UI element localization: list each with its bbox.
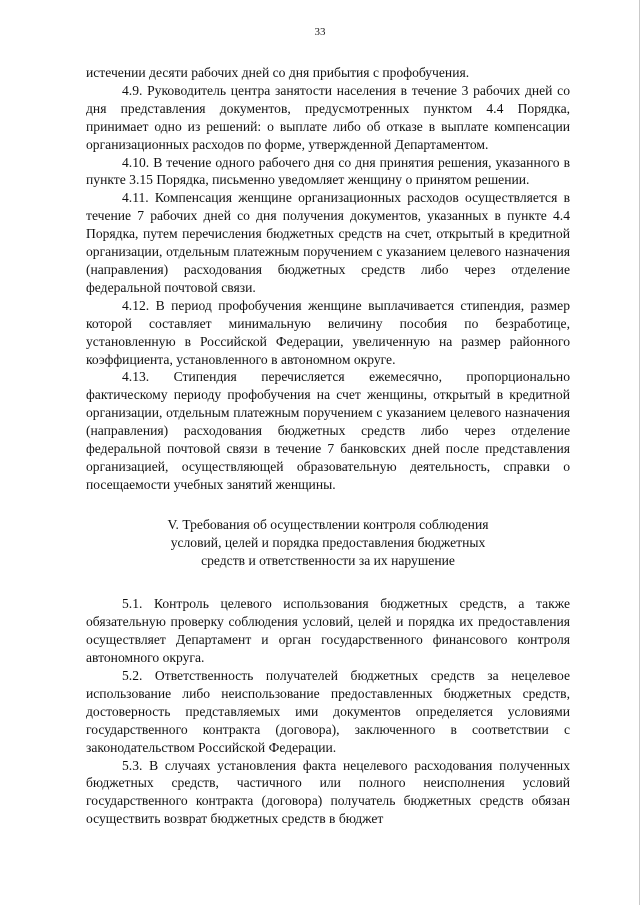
section-heading-line: V. Требования об осуществлении контроля соблюдения — [167, 516, 489, 532]
paragraph-5-3: 5.3. В случаях установления факта нецелевого расходования полученных бюджетных средств, частичного или полного неисполнения условий государственного контракта (договора) получатель бюджетных средств обязан осуществить возврат бюджетных средств в бюджет — [86, 757, 570, 827]
paragraph-4-9: 4.9. Руководитель центра занятости населения в течение 3 рабочих дней со дня представления документов, предусмотренных пунктом 4.4 Порядка, принимает одно из решений: о выплате либо об отказе в выплате компенсации организационных расходов по форме, утвержденной Департаментом. — [86, 82, 570, 152]
page-number: 33 — [314, 26, 326, 38]
section-heading — [86, 516, 570, 571]
document-body — [86, 64, 570, 828]
paragraph-4-11: 4.11. Компенсация женщине организационных расходов осуществляется в течение 7 рабочих дней со дня получения документов, указанных в пункте 4.4 Порядка, путем перечисления бюджетных средств на счет, открытый в кредитной организации, отдельным платежным поручением с указанием целевого назначения (направления) расходования бюджетных средств либо через отделение федеральной почтовой связи. — [86, 190, 570, 295]
paragraph-4-13: 4.13. Стипендия перечисляется ежемесячно, пропорционально фактическому периоду профобучения на счет женщины, открытый в кредитной организации, отдельным платежным поручением с указанием целевого назначения (направления) расходования бюджетных средств либо через отделение федеральной почтовой связи в течение 7 банковских дней после представления организацией, осуществляющей образовательную деятельность, справки о посещаемости учебных занятий женщины. — [86, 369, 570, 492]
paragraph-4-10: 4.10. В течение одного рабочего дня со дня принятия решения, указанного в пункте 3.15 Порядка, письменно уведомляет женщину о принятом решении. — [86, 154, 570, 188]
paragraph-4-12: 4.12. В период профобучения женщине выплачивается стипендия, размер которой составляет минимальную величину пособия по безработице, установленную в Российской Федерации, увеличенную на размер районного коэффициента, установленного в автономном округе. — [86, 297, 570, 367]
paragraph-continuation: истечении десяти рабочих дней со дня прибытия с профобучения. — [86, 65, 470, 80]
section-heading-line: средств и ответственности за их нарушение — [201, 553, 455, 569]
paragraph-5-2: 5.2. Ответственность получателей бюджетных средств за нецелевое использование либо неиспользование предоставленных бюджетных средств, достоверность представляемых ими документов определяется условиями государственного контракта (договора), заключенного в соответствии с законодательством Российской Федерации. — [86, 667, 570, 755]
paragraph-5-1: 5.1. Контроль целевого использования бюджетных средств, а также обязательную проверку соблюдения условий, целей и порядка их предоставления осуществляет Департамент и орган государственного финансового контроля автономного округа. — [86, 596, 570, 666]
section-heading-line: условий, целей и порядка предоставления бюджетных — [170, 534, 486, 550]
